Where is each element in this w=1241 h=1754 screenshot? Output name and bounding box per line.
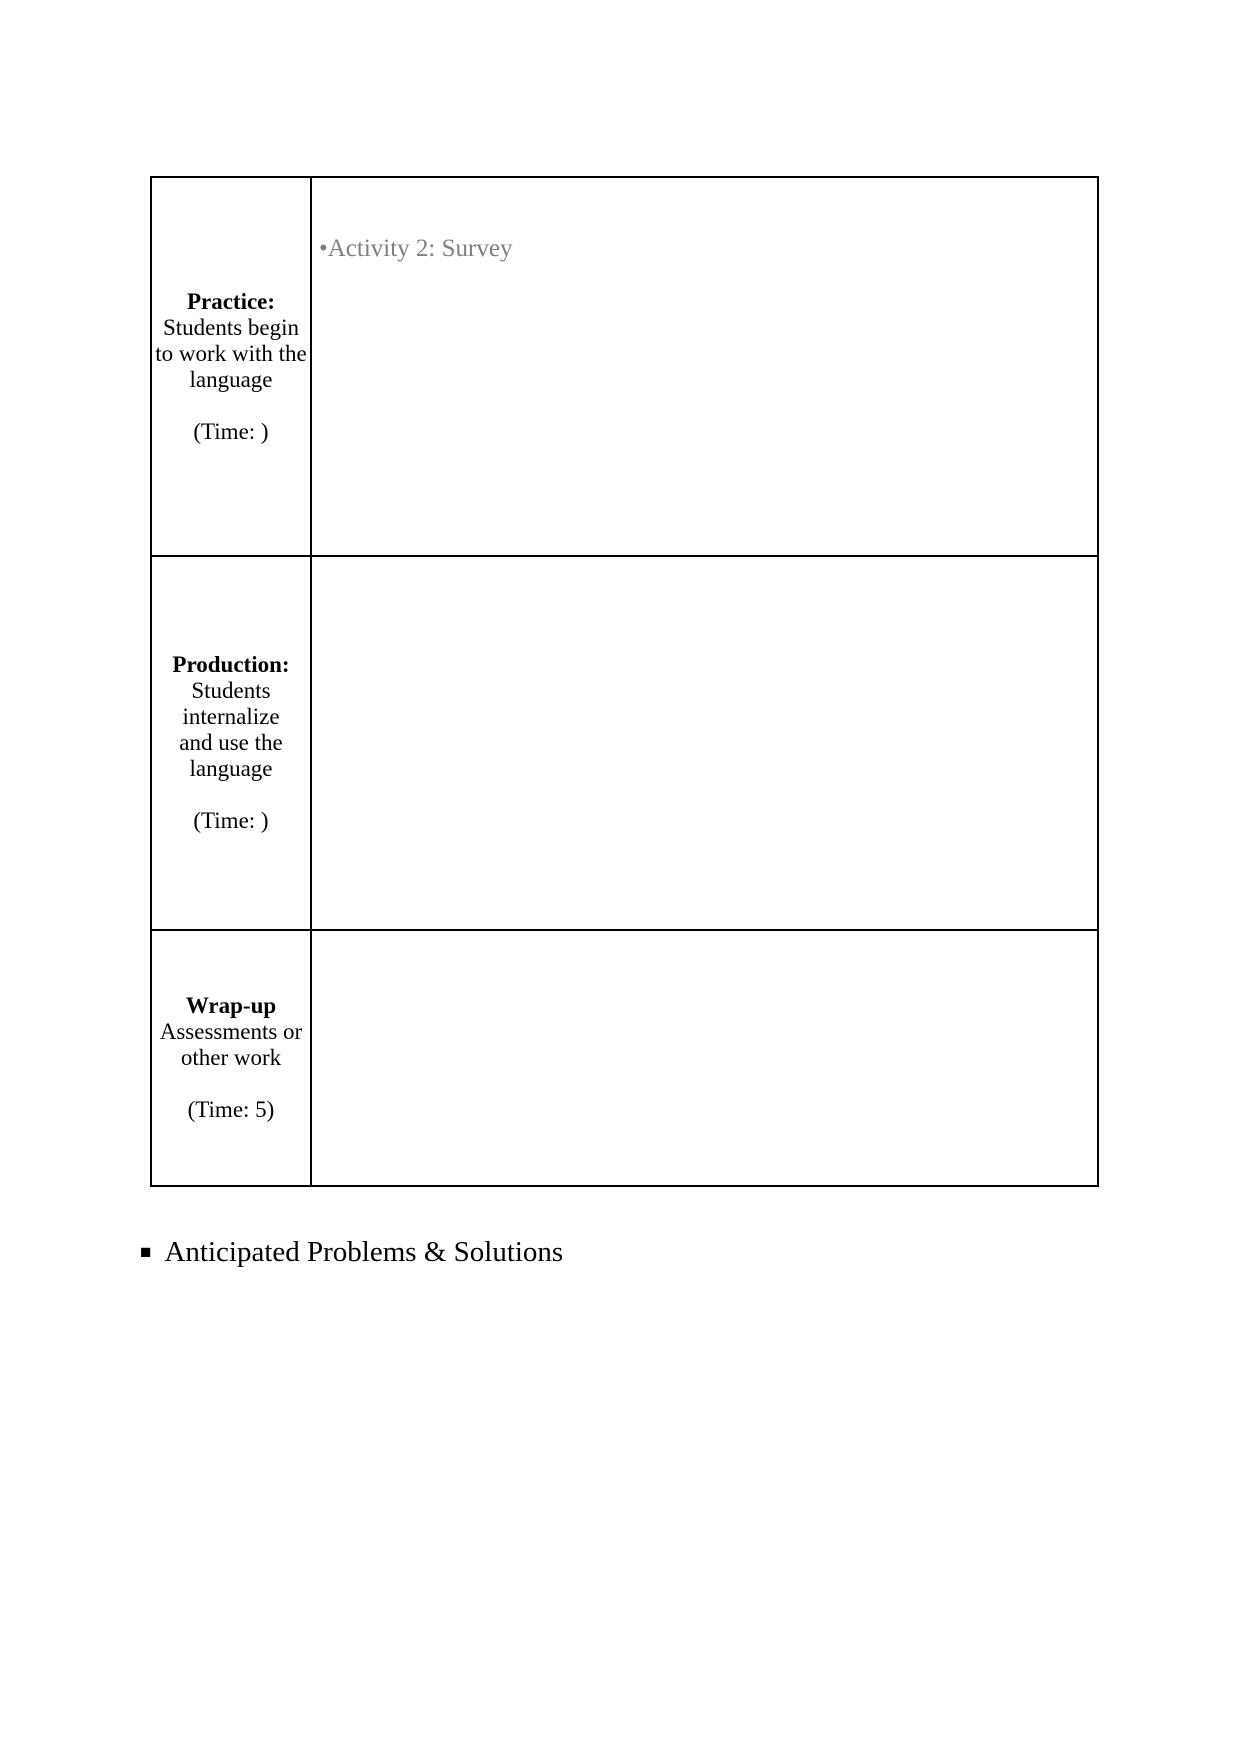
- activity-cell-production: [311, 556, 1098, 930]
- stage-time: (Time: ): [193, 808, 269, 833]
- activity-text: •Activity 2: Survey: [319, 235, 513, 262]
- table-row-practice: [151, 177, 1098, 556]
- stage-description-line: internalize: [182, 704, 280, 729]
- square-bullet-icon: ■: [140, 1242, 152, 1263]
- lesson-plan-table: [150, 176, 1099, 1187]
- stage-title: Wrap-up: [185, 993, 277, 1018]
- stage-description-line: Students begin: [162, 314, 300, 340]
- stage-description-line: language: [189, 756, 273, 781]
- stage-title: Practice:: [186, 288, 276, 314]
- spacer: [152, 1071, 310, 1097]
- anticipated-problems-heading: [140, 1238, 563, 1267]
- stage-cell-production: [151, 556, 311, 930]
- stage-description-line: language: [189, 366, 273, 392]
- stage-time: (Time: 5): [187, 1097, 275, 1122]
- stage-cell-practice: [151, 177, 311, 556]
- activity-cell-wrapup: [311, 930, 1098, 1186]
- stage-time: (Time: ): [193, 418, 269, 444]
- spacer: [152, 393, 310, 419]
- stage-description-line: Students: [191, 678, 271, 703]
- stage-cell-wrapup: [151, 930, 311, 1186]
- table-row-wrapup: [151, 930, 1098, 1186]
- table-row-production: [151, 556, 1098, 930]
- stage-description-line: other work: [180, 1045, 282, 1070]
- activity-text: [312, 931, 1097, 989]
- stage-title: Production:: [172, 652, 290, 677]
- activity-text: [312, 557, 1097, 615]
- stage-description-line: and use the: [179, 730, 283, 755]
- spacer: [152, 782, 310, 808]
- activity-cell-practice: [311, 177, 1098, 556]
- heading-text: Anticipated Problems & Solutions: [164, 1236, 564, 1268]
- stage-description-line: to work with the: [155, 340, 307, 366]
- stage-description-line: Assessments or: [159, 1019, 303, 1044]
